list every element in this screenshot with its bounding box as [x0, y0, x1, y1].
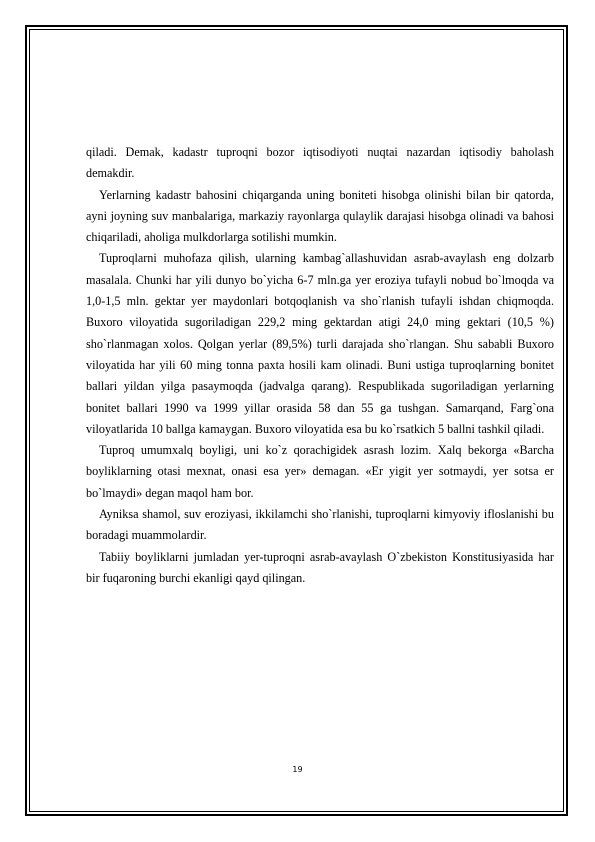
document-body [86, 142, 554, 589]
paragraph-continuation: qiladi. Demak, kadastr tuproqni bozor iqtisodiyoti nuqtai nazardan iqtisodiy baholash demakdir. [86, 145, 554, 181]
paragraph-constitution: Tabiiy boyliklarni jumladan yer-tuproqni asrab-avaylash O`zbekiston Konstitusiyasida har bir fuqaroning burchi ekanligi qayd qilingan. [86, 549, 554, 585]
paragraph-national-wealth: Tuproq umumxalq boyligi, uni ko`z qorachigidek asrash lozim. Xalq bekorga «Barcha boyliklarning otasi mexnat, onasi esa yer» demagan. «Er yigit yer sotmaydi, yer sotsa er bo`lmaydi» degan maqol ham bor. [86, 443, 554, 500]
page-number: 19 [292, 765, 303, 774]
paragraph-erosion-problems: Ayniksa shamol, suv eroziyasi, ikkilamchi sho`rlanishi, tuproqlarni kimyoviy ifloslanishi bu boradagi muammolardir. [86, 507, 554, 543]
paragraph-cadastre: Yerlarning kadastr bahosini chiqarganda uning boniteti hisobga olinishi bilan bir qatorda, ayni joyning suv manbalariga, markaziy rayonlarga qulaylik darajasi hisobga olinadi va bahosi chiqariladi, aholiga mulkdorlarga sotilishi mumkin. [86, 187, 554, 245]
paragraph-soil-protection: Tuproqlarni muhofaza qilish, ularning kambag`allashuvidan asrab-avaylash eng dolzarb masalala. Chunki har yili dunyo bo`yicha 6-7 mln.ga yer eroziya tufayli nobud bo`lmoqda va 1,0-1,5 mln. gektar yer maydonlari botqoqlanish va sho`rlanish tufayli ishdan chiqmoqda. Buxoro viloyatida sugoriladigan 229,2 ming gektardan atigi 24,0 ming gektari (10,5 %) sho`rlanmagan xolos. Qolgan yerlar (89,5%) turli darajada sho`rlangan. Shu sababli Buxoro viloyatida har yili 60 ming tonna paxta hosili kam olinadi. Buni ustiga tuproqlarning bonitet ballari yildan yilga pasaymoqda (jadvalga qarang). Respublikada sugoriladigan yerlarning bonitet ballari 1990 va 1999 yillar orasida 58 dan 55 ga tushgan. Samarqand, Farg`ona viloyatlarida 10 ballga kamaygan. Buxoro viloyatida esa bu ko`rsatkich 5 ballni tashkil qiladi. [86, 251, 554, 436]
